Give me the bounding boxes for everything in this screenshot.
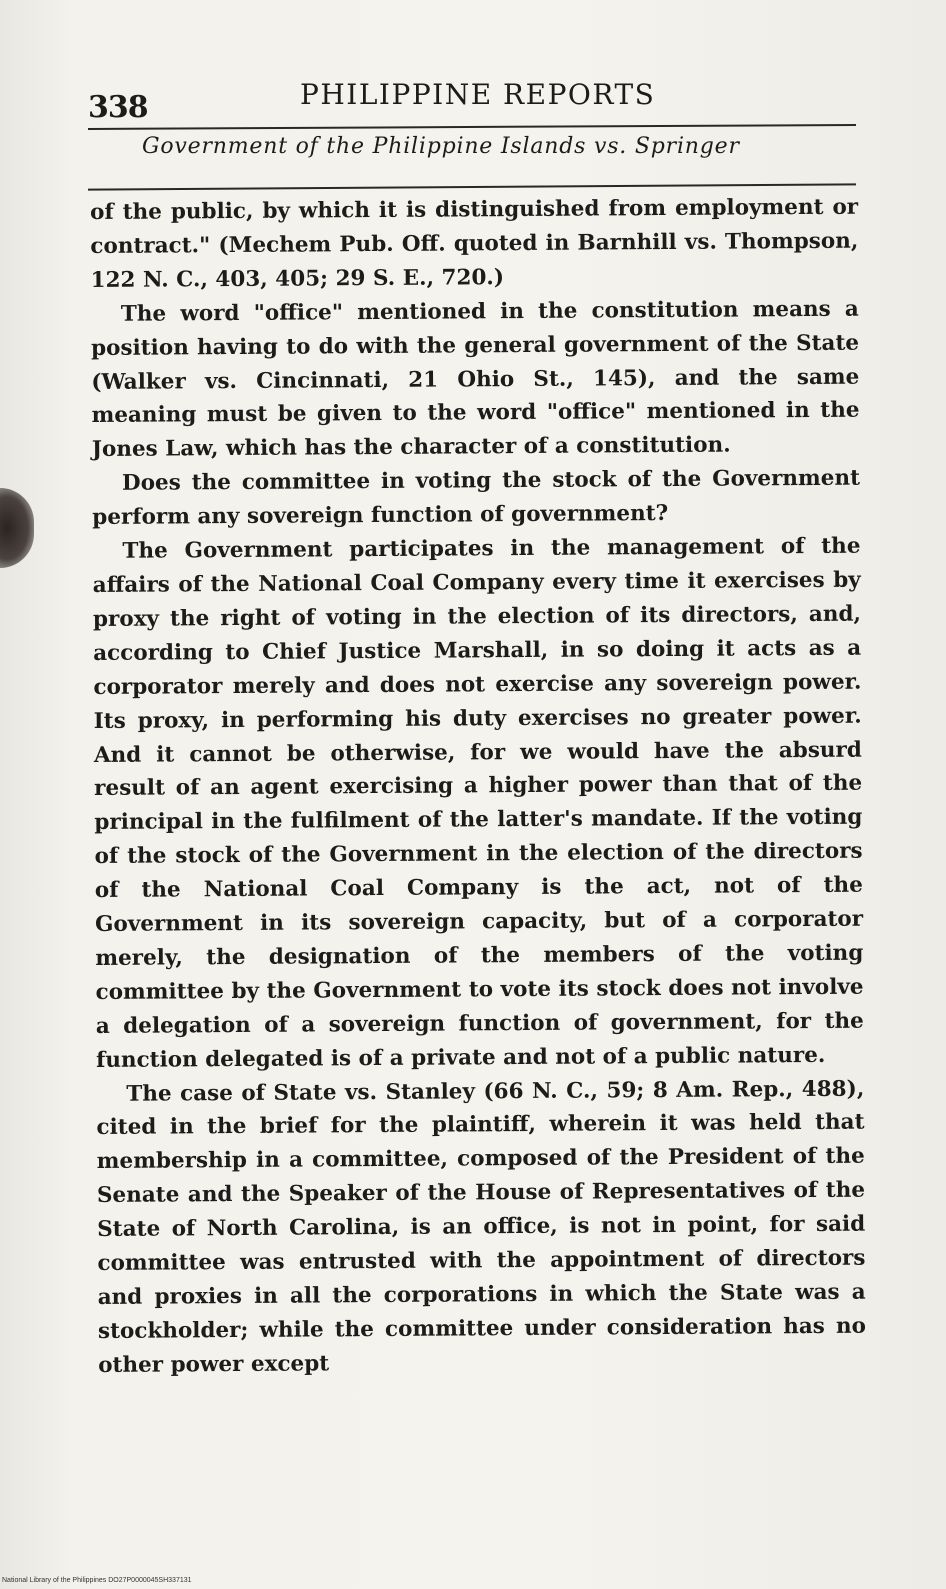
paragraph: of the public, by which it is distinguished from employment or contract." (Mechem Pub. Off. quoted in Barnhill vs. Thompson, 122 N. C., 403, 405; 29 S. E., 720.): [90, 194, 859, 293]
body-text: [90, 191, 866, 1383]
running-title: PHILIPPINE REPORTS: [300, 78, 656, 111]
footer-credit: National Library of the Philippines DO27P0000045SH337131: [2, 1577, 192, 1584]
case-title: Government of the Philippine Islands vs. Springer: [142, 134, 740, 159]
header-rule-bottom: [88, 183, 856, 190]
paragraph: The Government participates in the management of the affairs of the National Coal Company every time it exercises by proxy the right of voting in the election of its directors, and, according to Chief Justice Marshall, in so doing it acts as a corporator merely and does not exercise any sovereign power. Its proxy, in performing his duty exercises no greater power. And it cannot be otherwise, for we would have the absurd result of an agent exercising a higher power than that of the principal in the fulfilment of the latter's mandate. If the voting of the stock of the Government in the election of the directors of the National Coal Company is the act, not of the Government in its sovereign capacity, but of a corporator merely, the designation of the members of the voting committee by the Government to vote its stock does not involve a delegation of a sovereign function of government, for the function delegated is of a private and not of a public nature.: [92, 533, 864, 1073]
paragraph: The case of State vs. Stanley (66 N. C., 59; 8 Am. Rep., 488), cited in the brief for the plaintiff, wherein it was held that membership in a committee, composed of the President of the Senate and the Speaker of the House of Representatives of the State of North Carolina, is an office, is not in point, for said committee was entrusted with the appointment of directors and proxies in all the corporations in which the State was a stockholder; while the committee under consideration has no other power except: [96, 1076, 866, 1378]
paragraph: The word "office" mentioned in the constitution means a position having to do with the general government of the State (Walker vs. Cincinnati, 21 Ohio St., 145), and the same meaning must be given to the word "office" mentioned in the Jones Law, which has the character of a constitution.: [90, 296, 860, 463]
binding-shadow: [0, 488, 34, 568]
page-header: [88, 72, 858, 132]
paragraph: Does the committee in voting the stock of the Government perform any sovereign function of government?: [92, 465, 861, 531]
page-number: 338: [88, 90, 148, 125]
